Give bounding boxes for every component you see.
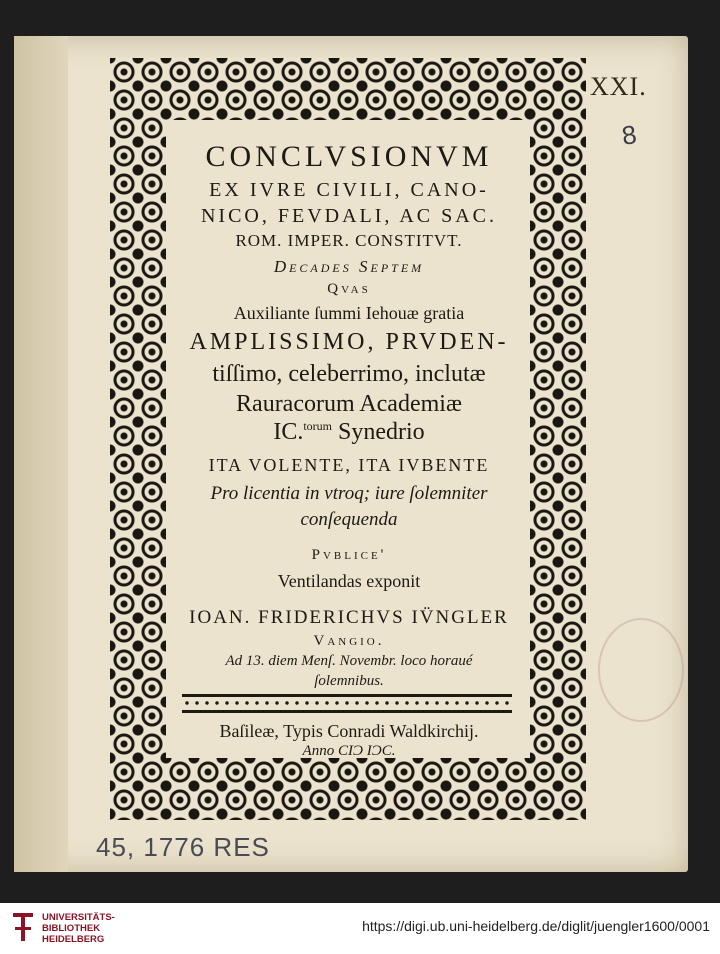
faded-library-stamp bbox=[598, 618, 684, 722]
divider-dots bbox=[182, 700, 512, 706]
university-library-logo-icon[interactable] bbox=[10, 909, 36, 945]
page-spine-edge bbox=[14, 36, 68, 872]
title-line-11 bbox=[160, 420, 538, 444]
title-line-10: Rauracorum Academiæ bbox=[236, 391, 462, 417]
title-line-16: Ventilandas exponit bbox=[277, 571, 421, 591]
border-left bbox=[110, 58, 166, 820]
imprint-year: Anno CIƆ IƆC. bbox=[302, 743, 396, 759]
date-line-2: ſolemnibus. bbox=[314, 673, 384, 689]
title-line-6: Qvas bbox=[327, 281, 371, 297]
call-number: 45, 1776 RES bbox=[96, 832, 270, 862]
border-top bbox=[110, 58, 586, 120]
title-line-15: Pvblice' bbox=[311, 547, 387, 563]
border-right bbox=[530, 58, 586, 820]
title-line-4: ROM. IMPER. CONSTITVT. bbox=[235, 231, 463, 250]
author-origin: Vangio. bbox=[313, 633, 385, 649]
author-name: IOAN. FRIDERICHVS IV̈NGLER bbox=[189, 607, 509, 628]
title-line-8: AMPLISSIMO, PRVDEN- bbox=[189, 329, 509, 355]
title-line-13: Pro licentia in vtroq; iure ſolemniter bbox=[210, 483, 488, 504]
library-name bbox=[42, 912, 115, 945]
title-line-3: NICO, FEVDALI, AC SAC. bbox=[200, 205, 498, 227]
title-line-5: Decades Septem bbox=[273, 257, 425, 276]
title-line-11-sup: torum bbox=[303, 419, 332, 433]
shelf-mark: XXI. bbox=[590, 72, 647, 101]
library-name-line-1: UNIVERSITÄTS- bbox=[42, 912, 115, 923]
title-line-2: EX IVRE CIVILI, CANO- bbox=[209, 179, 489, 201]
library-name-line-2: BIBLIOTHEK bbox=[42, 923, 101, 934]
title-line-11-end: Synedrio bbox=[332, 419, 425, 445]
title-line-12: ITA VOLENTE, ITA IVBENTE bbox=[208, 455, 490, 475]
title-line-7: Auxiliante ſummi Iehouæ gratia bbox=[233, 303, 465, 323]
title-line-14: conſequenda bbox=[300, 509, 398, 530]
divider-bottom bbox=[182, 710, 512, 713]
title-line-1: CONCLVSIONVM bbox=[205, 140, 493, 173]
library-name-line-3: HEIDELBERG bbox=[42, 934, 105, 945]
permalink-url[interactable]: https://digi.ub.uni-heidelberg.de/diglit/juengler1600/0001 bbox=[362, 918, 710, 934]
handwritten-number: 8 bbox=[619, 119, 639, 151]
date-line-1: Ad 13. diem Menſ. Novembr. loco horaué bbox=[225, 653, 473, 669]
divider-top bbox=[182, 694, 512, 697]
title-line-11-main: IC. bbox=[273, 419, 304, 445]
imprint-place: Baſileæ, Typis Conradi Waldkirchij. bbox=[219, 721, 479, 741]
title-line-9: tiſſimo, celeberrimo, inclutæ bbox=[212, 361, 486, 387]
border-bottom bbox=[110, 758, 586, 820]
